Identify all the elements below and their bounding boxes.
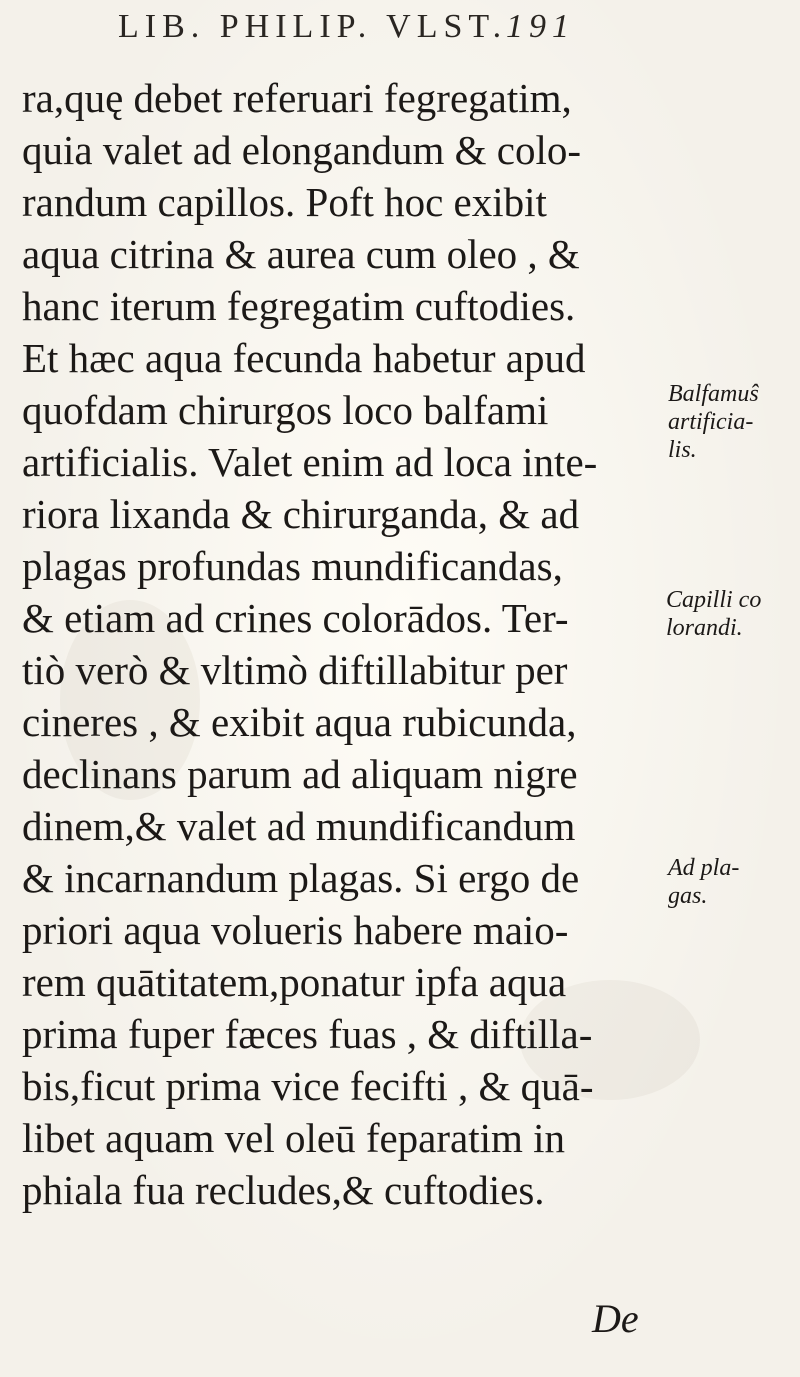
margin-note-line: Capilli co: [666, 587, 762, 613]
text-line: prima fuper fæces fuas , & diftilla-: [22, 1011, 593, 1057]
text-line: cineres , & exibit aqua rubicunda,: [22, 699, 577, 745]
text-line: tiò verò & vltimò diftillabitur per: [22, 647, 568, 693]
running-head: [118, 8, 678, 68]
margin-note-line: gas.: [668, 883, 708, 909]
text-line: & incarnandum plagas. Si ergo de: [22, 855, 580, 901]
text-line: rem quātitatem,ponatur ipfa aqua: [22, 959, 567, 1005]
text-line: quia valet ad elongandum & colo-: [22, 127, 582, 173]
page-number: 191: [506, 8, 575, 45]
text-line: & etiam ad crines colorādos. Ter-: [22, 595, 569, 641]
text-line: libet aquam vel oleū feparatim in: [22, 1115, 566, 1161]
running-head-title: LIB. PHILIP. VLST.: [118, 8, 508, 45]
margin-note-balsam: [668, 380, 759, 464]
catchword: De: [592, 1296, 639, 1341]
margin-note-wounds: [668, 854, 739, 910]
margin-note-hair: [666, 586, 761, 642]
text-line: quofdam chirurgos loco balfami: [22, 387, 549, 433]
text-line: riora lixanda & chirurganda, & ad: [22, 491, 580, 537]
text-line: phiala fua recludes,& cuftodies.: [22, 1167, 545, 1213]
text-line: hanc iterum fegregatim cuftodies.: [22, 283, 576, 329]
text-line: declinans parum ad aliquam nigre: [22, 751, 578, 797]
text-line: priori aqua volueris habere maio-: [22, 907, 569, 953]
margin-note-line: Ad pla-: [668, 855, 740, 881]
margin-note-line: artificia-: [668, 409, 754, 435]
text-line: plagas profundas mundificandas,: [22, 543, 563, 589]
text-line: Et hæc aqua fecunda habetur apud: [22, 335, 586, 381]
margin-note-line: Balfamuŝ: [668, 381, 759, 407]
text-line: randum capillos. Poft hoc exibit: [22, 179, 547, 225]
margin-note-line: lorandi.: [666, 615, 743, 641]
text-line: artificialis. Valet enim ad loca inte-: [22, 439, 598, 485]
text-line: dinem,& valet ad mundificandum: [22, 803, 576, 849]
text-line: bis,ficut prima vice fecifti , & quā-: [22, 1063, 594, 1109]
text-line: ra,quę debet referuari fegregatim,: [22, 75, 572, 121]
text-line: aqua citrina & aurea cum oleo , &: [22, 231, 580, 277]
margin-note-line: lis.: [668, 437, 697, 463]
